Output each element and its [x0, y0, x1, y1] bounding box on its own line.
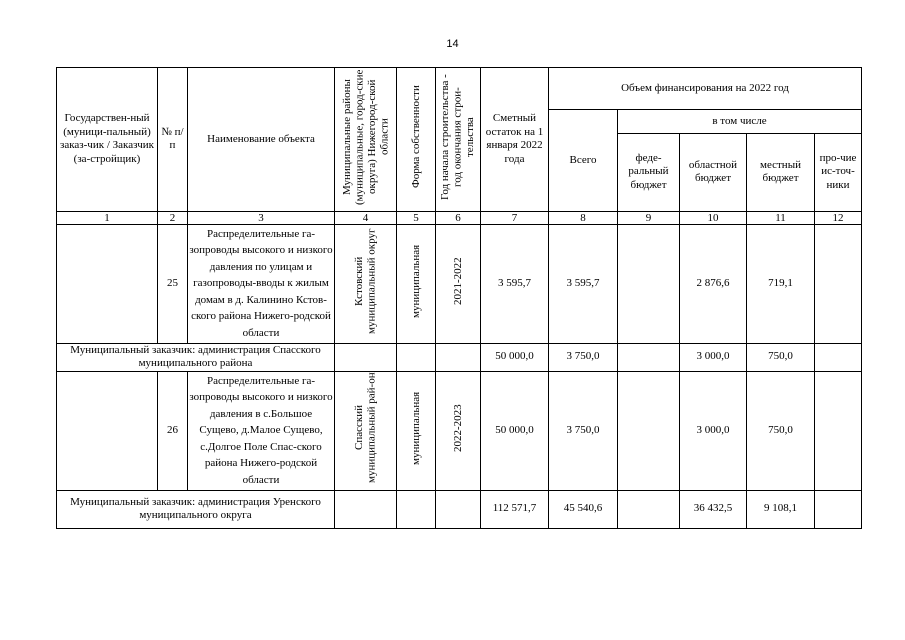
header-years-cell: [436, 68, 481, 212]
years: 2021-2022: [451, 257, 464, 306]
district-cell: [335, 371, 397, 490]
col-index: 10: [680, 211, 747, 224]
row-number: 25: [158, 224, 188, 343]
ownership: муниципальная: [409, 391, 422, 465]
empty-cell: [397, 343, 436, 371]
object-name: Распределительные га-зопроводы высокого и низкого давления в с.Большое Сущево, д.Малое Сущево, с.Долгое Поле Спас-ского района Нижего-родской области: [188, 371, 335, 490]
col-index: 4: [335, 211, 397, 224]
subtotal-label: Муниципальный заказчик: администрация Спасского муниципального района: [57, 343, 335, 371]
estimate: 50 000,0: [481, 343, 549, 371]
federal: [618, 343, 680, 371]
empty-cell: [436, 490, 481, 528]
header-ownership: Форма собственности: [409, 85, 422, 189]
header-districts-cell: [335, 68, 397, 212]
col-index: 3: [188, 211, 335, 224]
ownership-cell: [397, 371, 436, 490]
header-row-1: [57, 68, 862, 110]
years: 2022-2023: [451, 404, 464, 453]
ownership: муниципальная: [409, 244, 422, 318]
federal: [618, 490, 680, 528]
col-index: 9: [618, 211, 680, 224]
page-number: 14: [446, 38, 459, 50]
customer-cell-empty: [57, 371, 158, 490]
empty-cell: [335, 343, 397, 371]
empty-cell: [397, 490, 436, 528]
subtotal-row: [57, 343, 862, 371]
col-index: 6: [436, 211, 481, 224]
other: [815, 371, 862, 490]
header-other: про-чие ис-точ-ники: [815, 133, 862, 211]
estimate: 50 000,0: [481, 371, 549, 490]
object-name: Распределительные га-зопроводы высокого и низкого давления по улицам и газопроводы-вводы к жилым домам в д. Калинино Кстов-ского района Нижего-родской области: [188, 224, 335, 343]
empty-cell: [335, 490, 397, 528]
header-estimate: Сметный остаток на 1 января 2022 года: [481, 68, 549, 212]
header-total: Всего: [549, 110, 618, 212]
header-local: местный бюджет: [747, 133, 815, 211]
header-ownership-cell: [397, 68, 436, 212]
header-including: в том числе: [618, 110, 862, 134]
col-index: 12: [815, 211, 862, 224]
header-customer: Государствен-ный (муници-пальный) заказ-чик / Заказчик (за-стройщик): [57, 68, 158, 212]
estimate: 3 595,7: [481, 224, 549, 343]
header-regional: областной бюджет: [680, 133, 747, 211]
local: 750,0: [747, 371, 815, 490]
table-row: [57, 224, 862, 343]
total: 3 595,7: [549, 224, 618, 343]
col-index: 5: [397, 211, 436, 224]
financing-table: [56, 67, 862, 529]
district: Спасский муниципальный рай-он: [353, 372, 378, 484]
header-number: № п/п: [158, 68, 188, 212]
col-index: 2: [158, 211, 188, 224]
subtotal-row: [57, 490, 862, 528]
header-object-name: Наименование объекта: [188, 68, 335, 212]
empty-cell: [436, 343, 481, 371]
other: [815, 343, 862, 371]
header-federal: феде-ральный бюджет: [618, 133, 680, 211]
subtotal-label: Муниципальный заказчик: администрация Уренского муниципального округа: [57, 490, 335, 528]
other: [815, 490, 862, 528]
header-financing: Объем финансирования на 2022 год: [549, 68, 862, 110]
local: 719,1: [747, 224, 815, 343]
header-years: Год начала строительства - год окончания строи-тельства: [439, 74, 477, 200]
federal: [618, 224, 680, 343]
years-cell: [436, 371, 481, 490]
col-index: 8: [549, 211, 618, 224]
federal: [618, 371, 680, 490]
ownership-cell: [397, 224, 436, 343]
regional: 3 000,0: [680, 343, 747, 371]
row-number: 26: [158, 371, 188, 490]
table-row: [57, 371, 862, 490]
header-districts: Муниципальные районы (муниципальные, город-ские округа) Нижегород-ской области: [340, 69, 390, 205]
local: 750,0: [747, 343, 815, 371]
years-cell: [436, 224, 481, 343]
regional: 3 000,0: [680, 371, 747, 490]
regional: 2 876,6: [680, 224, 747, 343]
column-index-row: [57, 211, 862, 224]
total: 3 750,0: [549, 343, 618, 371]
col-index: 1: [57, 211, 158, 224]
customer-cell-empty: [57, 224, 158, 343]
estimate: 112 571,7: [481, 490, 549, 528]
col-index: 11: [747, 211, 815, 224]
district: Кстовский муниципальный округ: [353, 228, 378, 335]
total: 45 540,6: [549, 490, 618, 528]
district-cell: [335, 224, 397, 343]
regional: 36 432,5: [680, 490, 747, 528]
col-index: 7: [481, 211, 549, 224]
local: 9 108,1: [747, 490, 815, 528]
total: 3 750,0: [549, 371, 618, 490]
other: [815, 224, 862, 343]
